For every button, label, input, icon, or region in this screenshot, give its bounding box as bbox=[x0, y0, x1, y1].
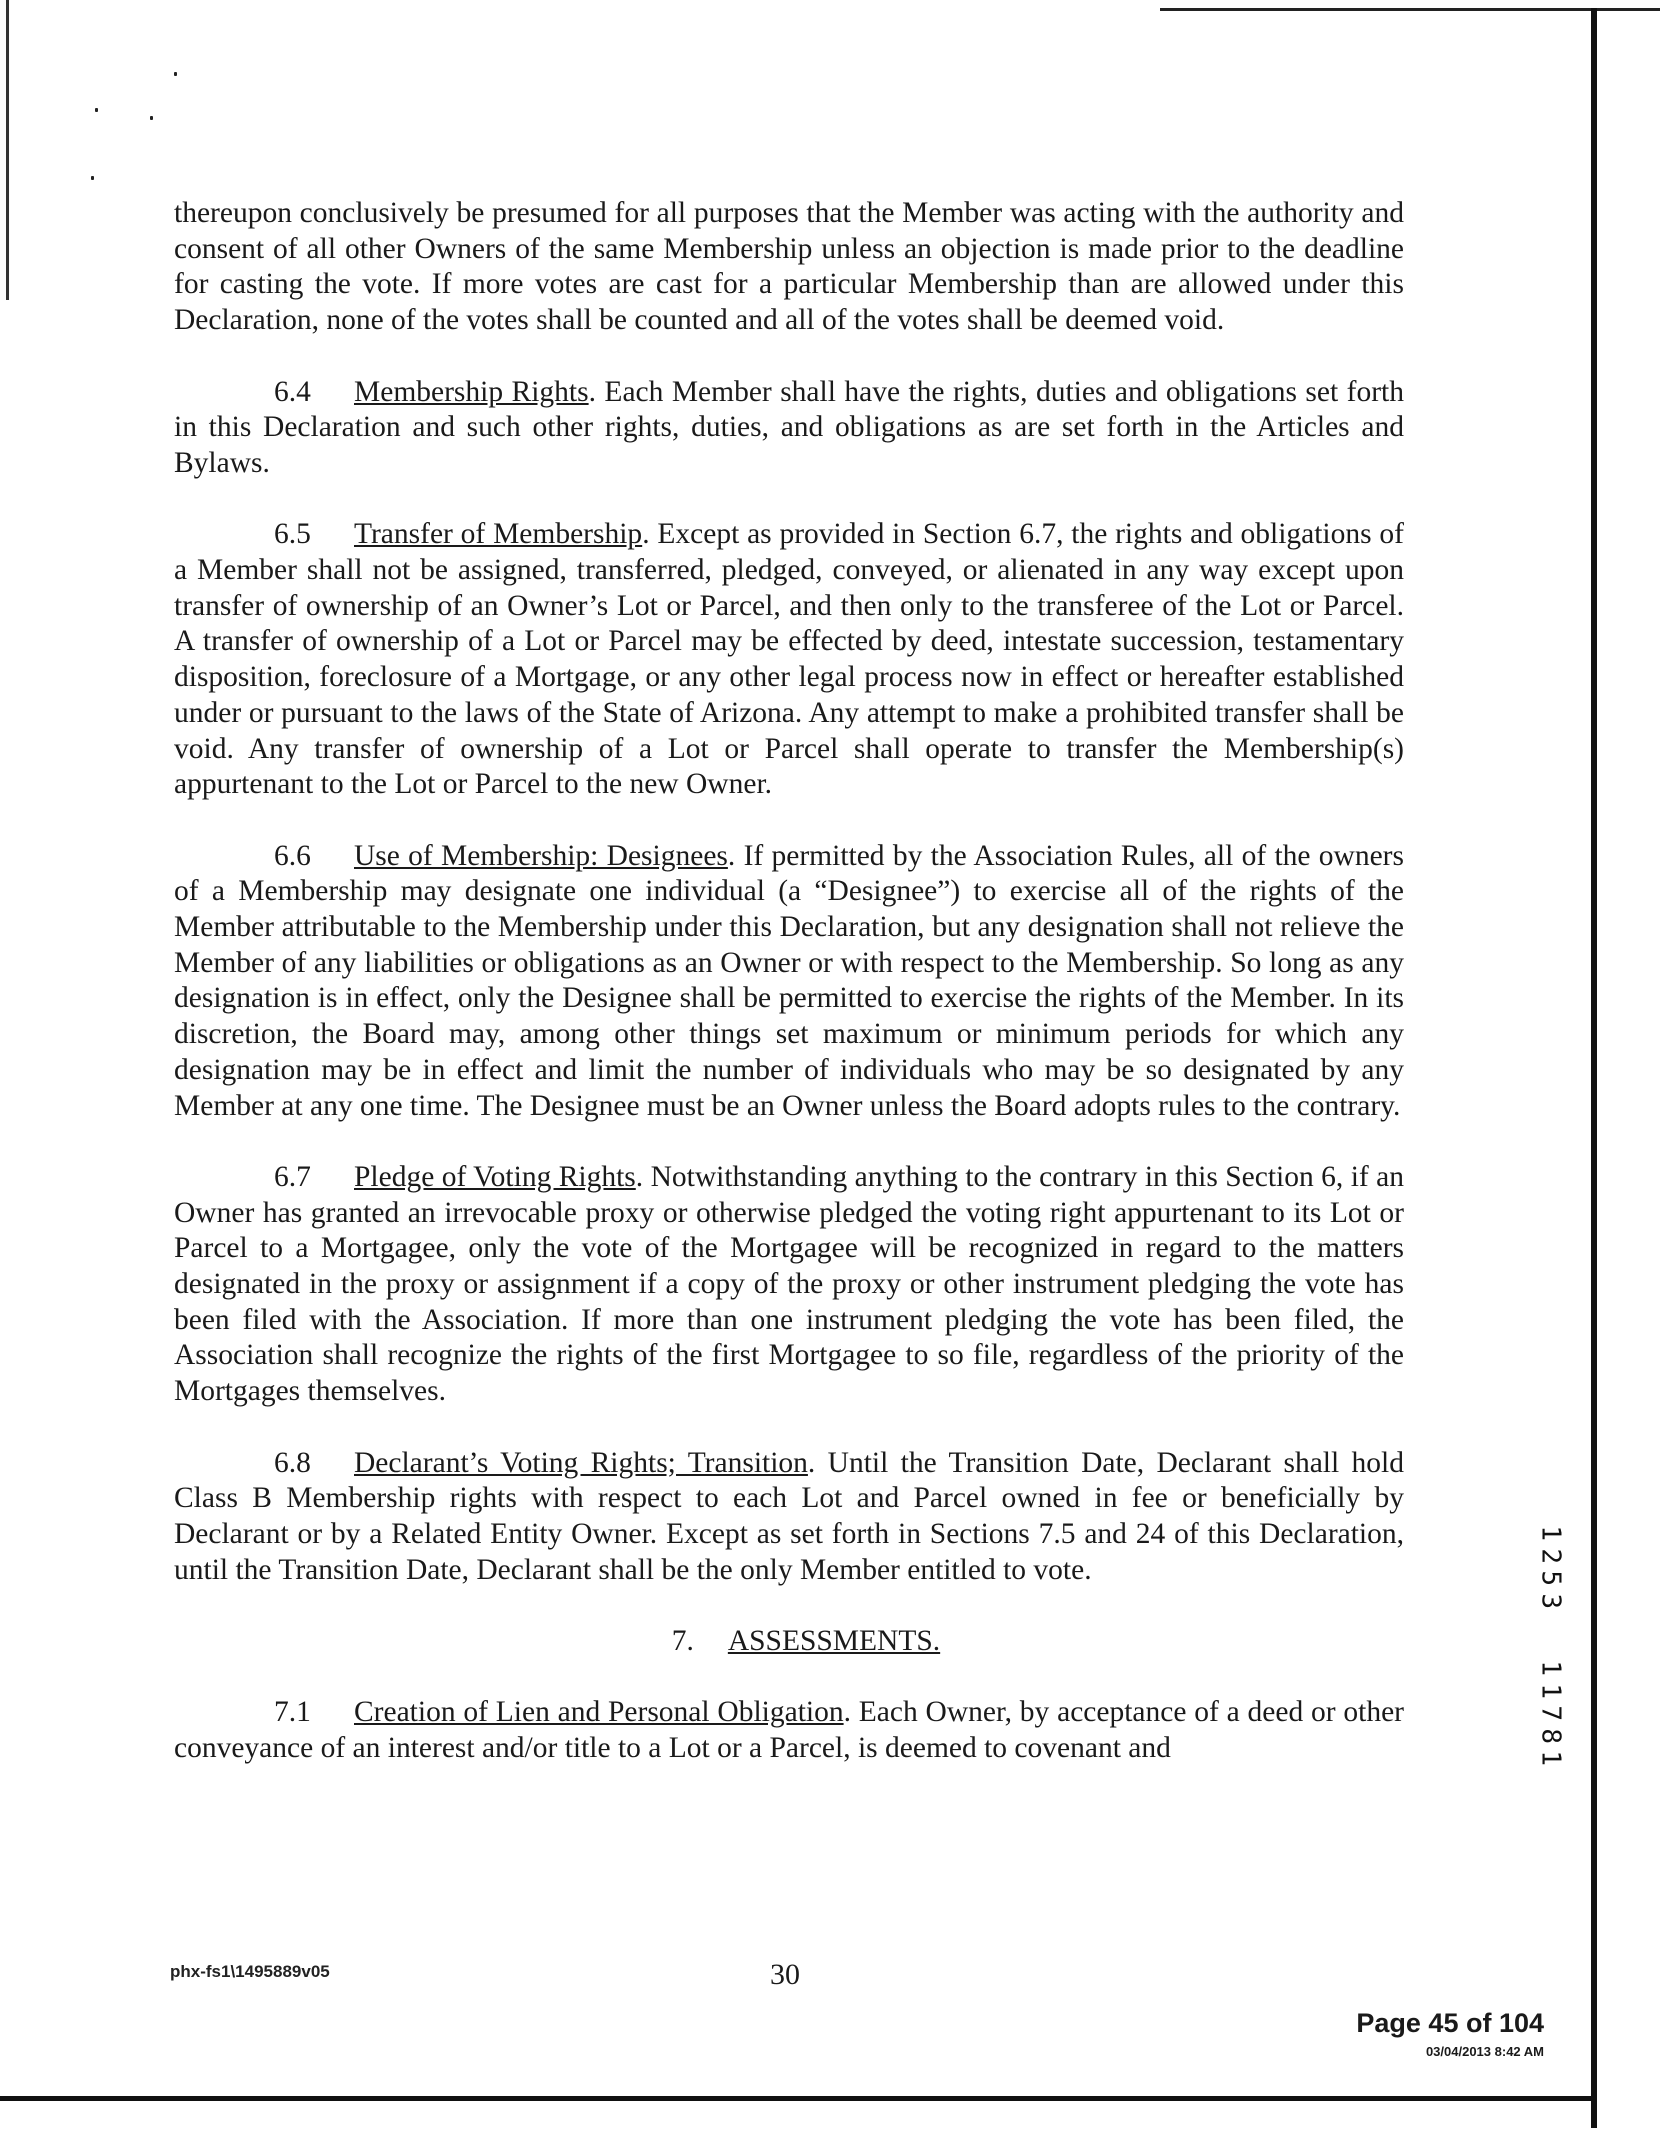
recording-digit: 3 bbox=[1535, 1592, 1566, 1609]
page-count-stamp: Page 45 of 104 bbox=[1356, 2008, 1544, 2038]
scan-speck bbox=[150, 116, 153, 120]
section-heading: Transfer of Membership bbox=[354, 518, 643, 551]
recording-digit: 7 bbox=[1535, 1705, 1566, 1722]
recording-digit: 1 bbox=[1535, 1660, 1566, 1677]
recording-digit: 8 bbox=[1535, 1727, 1566, 1744]
document-body bbox=[174, 196, 1404, 1803]
timestamp-stamp: 03/04/2013 8:42 AM bbox=[1425, 2044, 1544, 2059]
section-heading: Declarant’s Voting Rights; Transition bbox=[354, 1446, 808, 1479]
section-6-6: 6.6 Use of Membership: Designees. If permitted by the Association Rules, all of the owners of a Membership may designate one individual (a “Designee”) to exercise all of the rights of the Member attributable to the Membership under this Declaration, but any designation shall not relieve the Member of any liabilities or obligations as an Owner or with respect to the Membership. So long as any designation is in effect, only the Designee shall be permitted to exercise the rights of the Member. In its discretion, the Board may, among other things set maximum or minimum periods for which any designation may be in effect and limit the number of individuals who may be so designated by any Member at any one time. The Designee must be an Owner unless the Board adopts rules to the contrary. bbox=[174, 839, 1404, 1122]
recording-digit: 5 bbox=[1535, 1570, 1566, 1587]
recording-digit: 1 bbox=[1535, 1525, 1566, 1542]
recording-digit: 2 bbox=[1535, 1547, 1566, 1564]
scan-border-top bbox=[1160, 8, 1660, 11]
scan-border-bottom bbox=[0, 2096, 1597, 2101]
paragraph-text: thereupon conclusively be presumed for all purposes that the Member was acting with the authority and consent of all other Owners of the same Membership unless an objection is made prior to the deadline for casting the vote. If more votes are cast for a particular Membership than are allowed under this Declaration, none of the votes shall be counted and all of the votes shall be deemed void. bbox=[174, 197, 1404, 337]
scan-border-left bbox=[6, 0, 9, 300]
section-heading: Pledge of Voting Rights bbox=[354, 1160, 636, 1193]
section-text: Each Member shall have the rights, duties and obligations set forth in this Declaration and such other rights, duties, and obligations as are set forth in the Articles and Bylaws. bbox=[174, 375, 1404, 479]
paragraph-continuation bbox=[174, 196, 1404, 339]
section-text: Notwithstanding anything to the contrary in this Section 6, if an Owner has granted an irrevocable proxy or otherwise pledged the voting right appurtenant to its Lot or Parcel to a Mortgagee, only the vote of the Mortgagee will be recognized in regard to the matters designated in the proxy or assignment if a copy of the proxy or other instrument pledging the vote has been filed with the Association. If more than one instrument pledging the vote has been filed, the Association shall recognize the rights of the first Mortgagee to so file, regardless of the priority of the Mortgages themselves. bbox=[174, 1160, 1404, 1408]
section-title: ASSESSMENTS. bbox=[727, 1625, 941, 1658]
scan-border-right bbox=[1591, 8, 1597, 2128]
section-7-title bbox=[174, 1624, 1404, 1660]
section-6-4: 6.4 Membership Rights. Each Member shall have the rights, duties and obligations set forth in this Declaration and such other rights, duties, and obligations as are set forth in the Articles and Bylaws. bbox=[174, 375, 1404, 479]
section-6-7: 6.7 Pledge of Voting Rights. Notwithstanding anything to the contrary in this Section 6, if an Owner has granted an irrevocable proxy or otherwise pledged the voting right appurtenant to its Lot or Parcel to a Mortgagee, only the vote of the Mortgagee will be recognized in regard to the matters designated in the proxy or assignment if a copy of the proxy or other instrument pledging the vote has been filed with the Association. If more than one instrument pledging the vote has been filed, the Association shall recognize the rights of the first Mortgagee to so file, regardless of the priority of the Mortgages themselves. bbox=[174, 1160, 1404, 1408]
scan-speck bbox=[91, 176, 94, 180]
section-7-1: 7.1 Creation of Lien and Personal Obligation. Each Owner, by acceptance of a deed or other conveyance of an interest and/or title to a Lot or a Parcel, is deemed to covenant and bbox=[174, 1696, 1405, 1765]
recording-digit: 1 bbox=[1535, 1750, 1566, 1767]
document-id: phx-fs1\1495889v05 bbox=[170, 1962, 330, 1981]
recording-digit bbox=[1528, 1617, 1573, 1653]
section-number: 7. bbox=[671, 1625, 694, 1658]
section-number: 6.7 bbox=[274, 1160, 311, 1193]
section-text: Each Owner, by acceptance of a deed or other conveyance of an interest and/or title to a Lot or a Parcel, is deemed to covenant and bbox=[174, 1696, 1405, 1765]
section-heading: Use of Membership: Designees bbox=[354, 839, 728, 872]
recording-number bbox=[1532, 1522, 1568, 1770]
scan-speck bbox=[174, 72, 177, 76]
section-text: If permitted by the Association Rules, all of the owners of a Membership may designate one individual (a “Designee”) to exercise all of the rights of the Member attributable to the Membership under this Declaration, but any designation shall not relieve the Member of any liabilities or obligations as an Owner or with respect to the Membership. So long as any designation is in effect, only the Designee shall be permitted to exercise the rights of the Member. In its discretion, the Board may, among other things set maximum or minimum periods for which any designation may be in effect and limit the number of individuals who may be so designated by any Member at any one time. The Designee must be an Owner unless the Board adopts rules to the contrary. bbox=[174, 839, 1404, 1122]
section-number: 6.4 bbox=[274, 375, 311, 408]
section-number: 6.8 bbox=[274, 1446, 311, 1479]
section-text: Until the Transition Date, Declarant shall hold Class B Membership rights with respect to each Lot and Parcel owned in fee or beneficially by Declarant or by a Related Entity Owner. Except as set forth in Sections 7.5 and 24 of this Declaration, until the Transition Date, Declarant shall be the only Member entitled to vote. bbox=[174, 1446, 1404, 1586]
page-number: 30 bbox=[770, 1958, 800, 1991]
section-6-5: 6.5 Transfer of Membership. Except as provided in Section 6.7, the rights and obligations of a Member shall not be assigned, transferred, pledged, conveyed, or alienated in any way except upon transfer of ownership of an Owner’s Lot or Parcel, and then only to the transferee of the Lot or Parcel. A transfer of ownership of a Lot or Parcel may be effected by deed, intestate succession, testamentary disposition, foreclosure of a Mortgage, or any other legal process now in effect or hereafter established under or pursuant to the laws of the State of Arizona. Any attempt to make a prohibited transfer shall be void. Any transfer of ownership of a Lot or Parcel shall operate to transfer the Membership(s) appurtenant to the Lot or Parcel to the new Owner. bbox=[174, 518, 1404, 801]
scan-speck bbox=[95, 108, 98, 112]
section-text: Except as provided in Section 6.7, the rights and obligations of a Member shall not be assigned, transferred, pledged, conveyed, or alienated in any way except upon transfer of ownership of an Owner’s Lot or Parcel, and then only to the transferee of the Lot or Parcel. A transfer of ownership of a Lot or Parcel may be effected by deed, intestate succession, testamentary disposition, foreclosure of a Mortgage, or any other legal process now in effect or hereafter established under or pursuant to the laws of the State of Arizona. Any attempt to make a prohibited transfer shall be void. Any transfer of ownership of a Lot or Parcel shall operate to transfer the Membership(s) appurtenant to the Lot or Parcel to the new Owner. bbox=[174, 518, 1404, 801]
section-heading: Creation of Lien and Personal Obligation bbox=[354, 1696, 844, 1729]
section-heading: Membership Rights bbox=[354, 375, 589, 408]
section-number: 7.1 bbox=[274, 1696, 311, 1729]
section-6-8: 6.8 Declarant’s Voting Rights; Transition. Until the Transition Date, Declarant shall hold Class B Membership rights with respect to each Lot and Parcel owned in fee or beneficially by Declarant or by a Related Entity Owner. Except as set forth in Sections 7.5 and 24 of this Declaration, until the Transition Date, Declarant shall be the only Member entitled to vote. bbox=[174, 1446, 1404, 1586]
section-number: 6.6 bbox=[274, 839, 311, 872]
recording-digit: 1 bbox=[1535, 1682, 1566, 1699]
section-number: 6.5 bbox=[274, 518, 311, 551]
